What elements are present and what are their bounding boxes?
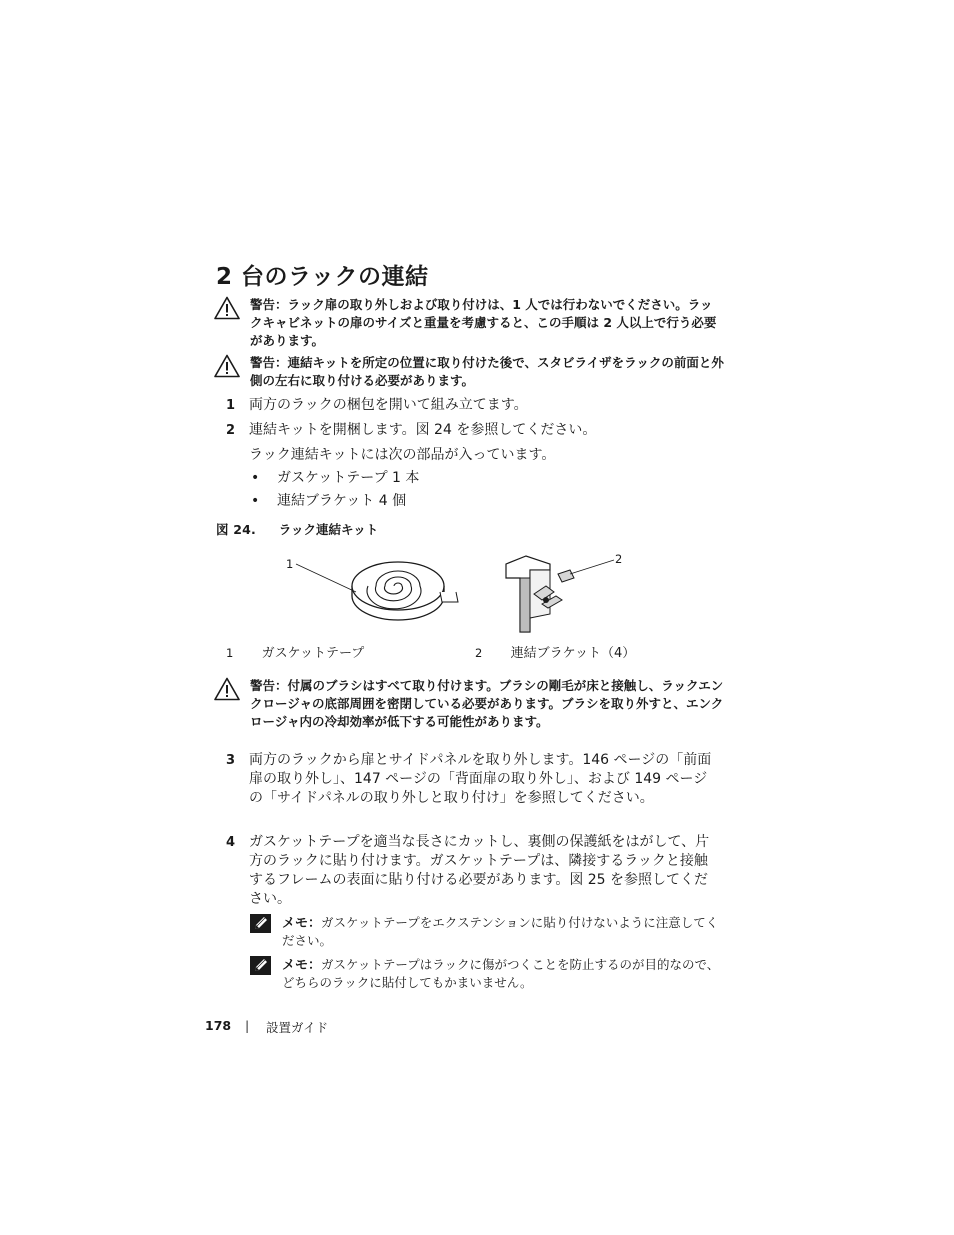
legend-text: 連結ブラケット（4） — [510, 646, 636, 661]
callout-2: 2 — [615, 552, 623, 566]
note-text — [282, 914, 720, 949]
rack-kit-illustration — [280, 548, 640, 638]
bullet-marker: • — [251, 493, 260, 509]
note-2 — [250, 956, 720, 992]
note-1 — [250, 914, 720, 950]
step-2 — [226, 421, 716, 441]
warning-triangle-icon — [214, 296, 240, 320]
step-4 — [226, 833, 716, 911]
kit-intro: ラック連結キットには次の部品が入っています。 — [249, 447, 556, 463]
step-1 — [226, 396, 716, 416]
figure-label: 図 24. — [216, 522, 256, 537]
note-text — [282, 956, 720, 991]
note-label: メモ： — [282, 958, 322, 973]
step-number: 3 — [226, 753, 236, 768]
list-item — [251, 492, 551, 512]
step-number: 4 — [226, 835, 236, 850]
page-title: 2 台のラックの連結 — [216, 264, 429, 290]
footer-separator: | — [245, 1018, 250, 1033]
pencil-note-icon — [250, 914, 271, 933]
list-item — [251, 469, 551, 489]
step-3 — [226, 751, 716, 829]
page-number: 178 — [205, 1018, 232, 1033]
connection-bracket — [506, 556, 574, 632]
note-body: ガスケットテープはラックに傷がつくことを防止するのが目的なので、どちらのラックに貼付してもかまいません。 — [282, 957, 720, 990]
legend-number: 2 — [475, 646, 483, 660]
callout-1: 1 — [286, 557, 294, 571]
warning-3 — [214, 677, 724, 749]
warning-text: 警告：連結キットを所定の位置に取り付けた後で、スタビライザをラックの前面と外側の左右に取り付ける必要があります。 — [250, 355, 724, 388]
gasket-tape-roll — [352, 562, 458, 620]
pencil-note-icon — [250, 956, 271, 975]
step-text: 両方のラックの梱包を開いて組み立てます。 — [249, 397, 528, 413]
figure-caption — [216, 520, 378, 538]
legend-item-2 — [475, 642, 635, 661]
bullet-marker: • — [251, 470, 260, 486]
bullet-text: ガスケットテープ 1 本 — [277, 470, 420, 486]
note-label: メモ： — [282, 916, 322, 931]
warning-2 — [214, 354, 724, 390]
step-text: 両方のラックから扉とサイドパネルを取り外します。146 ページの「前面扉の取り外し」、147 ページの「背面扉の取り外し」、および 149 ページの「サイドパネルの取り外しと取り付け」を参照してください。 — [249, 752, 712, 806]
warning-triangle-icon — [214, 677, 240, 701]
note-body: ガスケットテープをエクステンションに貼り付けないように注意してください。 — [282, 915, 719, 948]
step-text: ガスケットテープを適当な長さにカットし、裏側の保護紙をはがして、片方のラックに貼り付けます。ガスケットテープは、隣接するラックと接触するフレームの表面に貼り付ける必要があります。図 25 を参照してください。 — [249, 834, 710, 907]
step-number: 1 — [226, 398, 236, 413]
step-number: 2 — [226, 423, 236, 438]
warning-triangle-icon — [214, 354, 240, 378]
figure-title: ラック連結キット — [278, 522, 379, 537]
warning-1 — [214, 296, 724, 350]
step-text: 連結キットを開梱します。図 24 を参照してください。 — [249, 422, 597, 438]
legend-text: ガスケットテープ — [261, 646, 365, 661]
warning-text: 警告：ラック扉の取り外しおよび取り付けは、1 人では行わないでください。ラックキャビネットの扉のサイズと重量を考慮すると、この手順は 2 人以上で行う必要があります。 — [250, 297, 717, 348]
legend-item-1 — [226, 642, 364, 661]
warning-text: 警告：付属のブラシはすべて取り付けます。ブラシの剛毛が床と接触し、ラックエンクロージャの底部周囲を密閉している必要があります。ブラシを取り外すと、エンクロージャ内の冷却効率が低下する可能性があります。 — [250, 678, 724, 729]
footer-section: 設置ガイド — [266, 1020, 329, 1035]
bullet-text: 連結ブラケット 4 個 — [277, 493, 407, 509]
legend-number: 1 — [226, 646, 234, 660]
